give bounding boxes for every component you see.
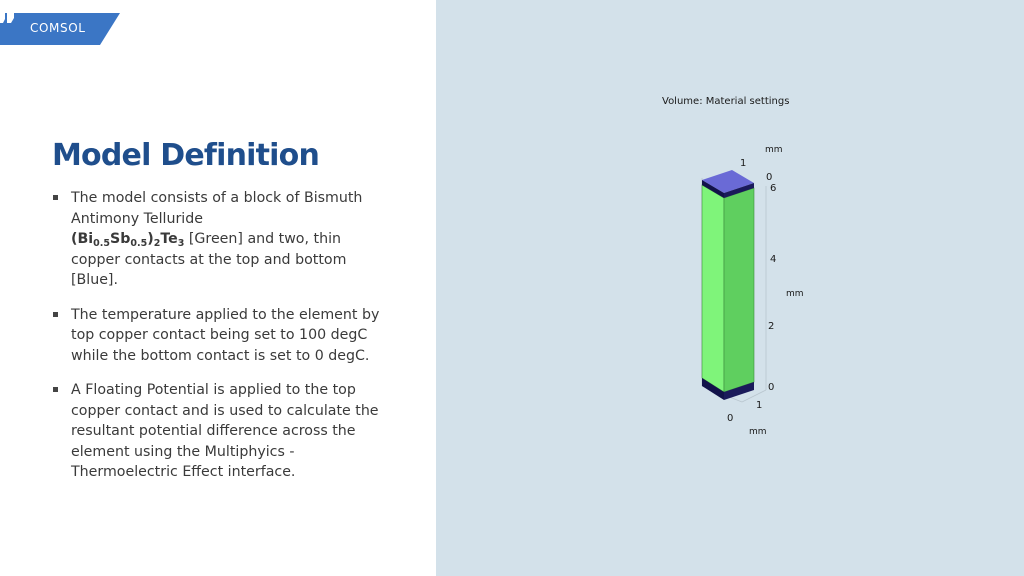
formula-close-sub: 2: [153, 238, 161, 249]
formula-te-sub: 3: [177, 238, 185, 249]
bullet-item-material: [52, 188, 382, 291]
z-tick-label: 6: [770, 183, 777, 194]
block-side-face: [724, 188, 754, 392]
slide-text-pane: [0, 0, 436, 576]
formula-bi: Bi: [77, 231, 94, 247]
formula-close-paren: ): [147, 231, 154, 247]
bullet-item-temperature: [52, 305, 382, 367]
x-tick-label: 1: [756, 400, 763, 411]
bullet-item-potential: [52, 380, 382, 483]
z-tick-label: 0: [768, 382, 775, 393]
z-tick-label: 4: [770, 254, 777, 265]
square-bullet-icon: [53, 195, 58, 200]
bullet-list: [52, 188, 382, 497]
model-geometry-view[interactable]: [680, 140, 820, 450]
square-bullet-icon: [53, 387, 58, 392]
x-tick-label: 0: [727, 413, 734, 424]
z-axis-unit: mm: [786, 289, 804, 299]
block-front-face: [702, 185, 724, 392]
plot-title: Volume: Material settings: [662, 96, 790, 107]
bullet-text: The temperature applied to the element by top copper contact being set to 100 degC while the bottom contact is set to 0 degC.: [71, 306, 380, 364]
x-axis-unit: mm: [749, 427, 767, 437]
slide-title: Model Definition: [52, 138, 320, 173]
formula-sb-sub: 0.5: [130, 238, 148, 249]
bullet-text-pre: The model consists of a block of Bismuth Antimony Telluride: [71, 190, 363, 227]
y-tick-label: 0: [766, 172, 773, 183]
formula-sb: Sb: [110, 231, 131, 247]
formula-te: Te: [160, 231, 178, 247]
brand-name: COMSOL: [30, 21, 86, 35]
bullet-text: A Floating Potential is applied to the top copper contact and is used to calculate the resultant potential difference across the element using the Multiphyics - Thermoelectric Effect interface.: [71, 382, 379, 480]
y-tick-label: 1: [740, 158, 747, 169]
chemical-formula: [71, 231, 184, 247]
brand-tab: [0, 13, 120, 45]
bullet-text-post: [Green] and two, thin copper contacts at the top and bottom [Blue].: [71, 231, 347, 288]
square-bullet-icon: [53, 312, 58, 317]
z-tick-label: 2: [768, 321, 775, 332]
formula-bi-sub: 0.5: [93, 238, 111, 249]
y-axis-unit: mm: [765, 145, 783, 155]
formula-open-paren: (: [71, 231, 78, 247]
comsol-logo-icon: [0, 13, 14, 23]
